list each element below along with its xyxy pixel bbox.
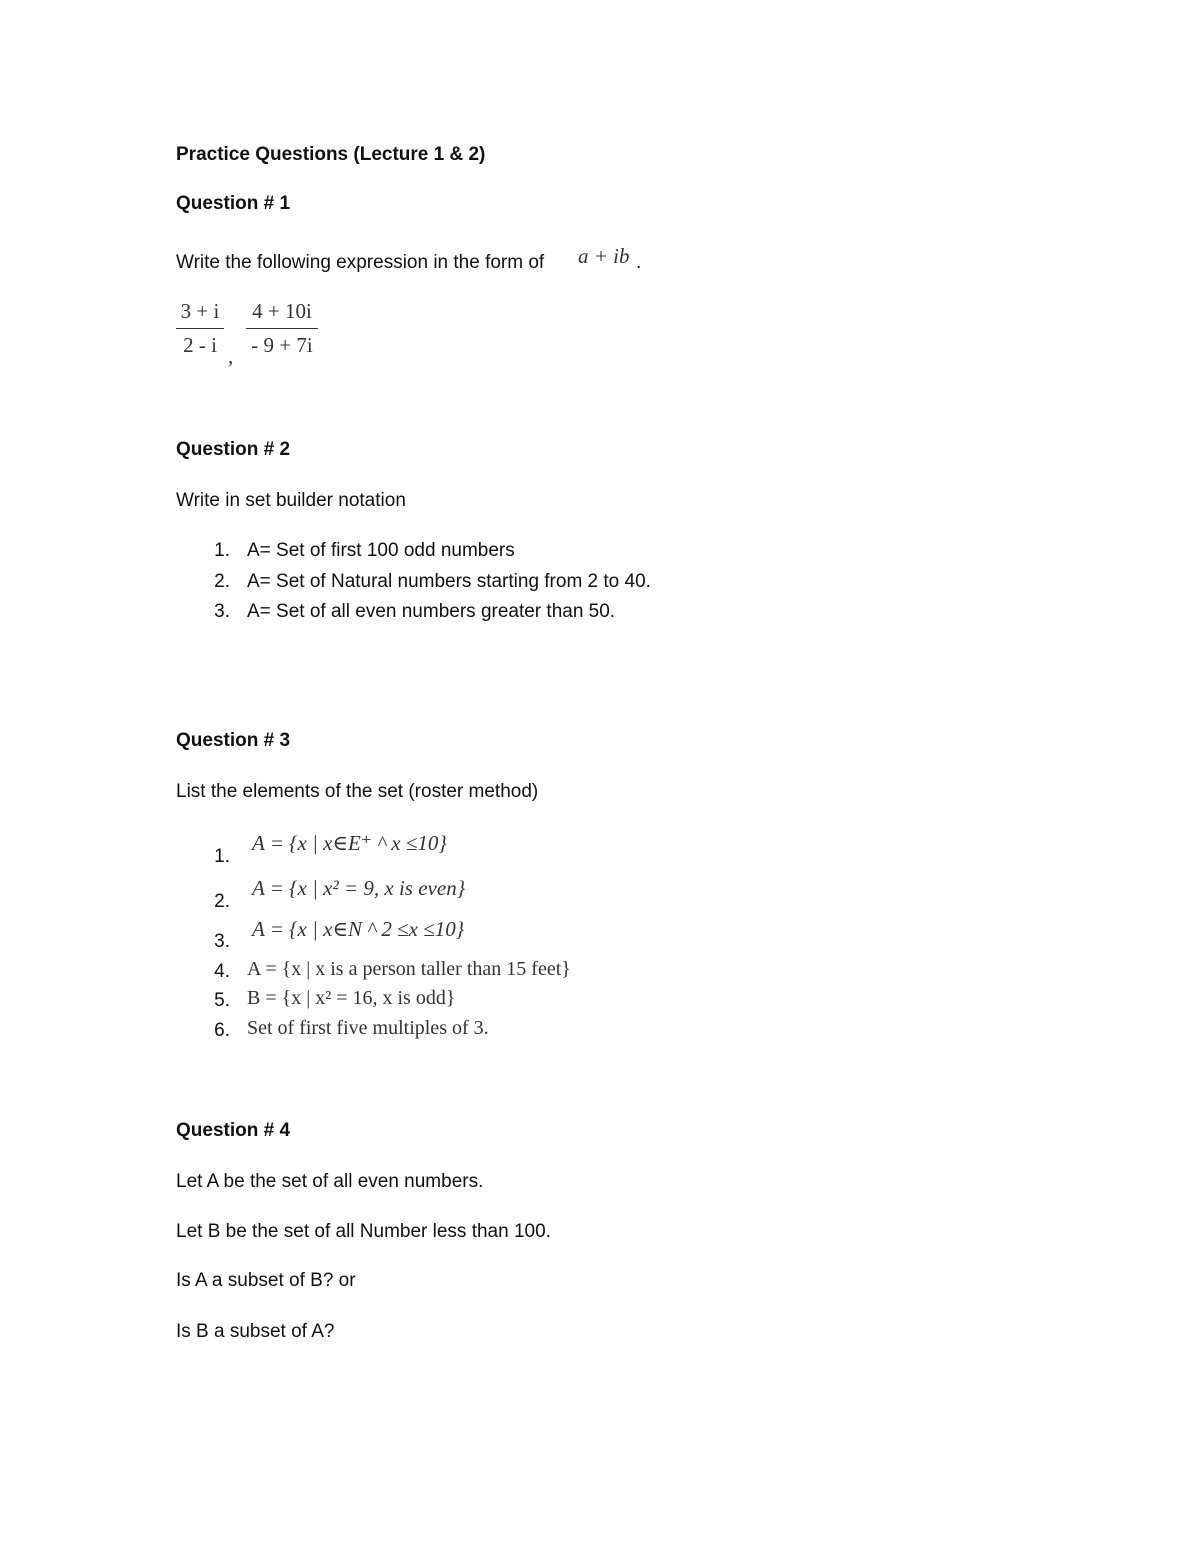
fraction-1-bar (176, 328, 224, 329)
q2-item-1-number: 1. (214, 540, 230, 561)
fraction-2-denominator: - 9 + 7i (251, 333, 313, 357)
q3-item-1-number: 1. (214, 846, 230, 867)
fraction-2 (246, 298, 318, 358)
q3-item-6-number: 6. (214, 1020, 230, 1041)
fraction-1 (176, 298, 224, 358)
q2-item-2-number: 2. (214, 571, 230, 592)
question-1-heading: Question # 1 (176, 193, 291, 214)
q3-item-4-number: 4. (214, 961, 230, 982)
question-4-line-1: Let A be the set of all even numbers. (176, 1171, 484, 1192)
question-3-heading: Question # 3 (176, 730, 291, 751)
q3-item-5-text: B = {x | x² = 16, x is odd} (247, 987, 456, 1009)
complex-form-period: . (636, 252, 642, 273)
fraction-separator: , (228, 344, 234, 368)
q3-item-6-text: Set of first five multiples of 3. (247, 1017, 489, 1039)
question-4-line-4: Is B a subset of A? (176, 1321, 335, 1342)
q3-item-2-number: 2. (214, 891, 230, 912)
fraction-2-numerator: 4 + 10i (252, 299, 312, 323)
q3-item-1-set: A = {x | x∈E⁺ ^ x ≤10} (252, 831, 447, 855)
q3-item-3-number: 3. (214, 931, 230, 952)
fraction-1-numerator: 3 + i (180, 299, 220, 323)
question-2-instruction: Write in set builder notation (176, 490, 406, 511)
q3-item-3-set: A = {x | x∈N ^ 2 ≤x ≤10} (252, 917, 465, 941)
q3-item-4-text: A = {x | x is a person taller than 15 feet} (247, 958, 571, 980)
q2-item-2-text: A= Set of Natural numbers starting from 2 to 40. (247, 571, 651, 592)
question-4-line-2: Let B be the set of all Number less than 100. (176, 1221, 551, 1242)
question-3-instruction: List the elements of the set (roster method) (176, 781, 539, 802)
question-2-heading: Question # 2 (176, 439, 291, 460)
page-title: Practice Questions (Lecture 1 & 2) (176, 144, 486, 165)
complex-form-expression: a + ib (578, 244, 630, 268)
question-4-heading: Question # 4 (176, 1120, 291, 1141)
fraction-2-bar (246, 328, 318, 329)
q3-item-2-set: A = {x | x² = 9, x is even} (252, 876, 466, 900)
q2-item-3-text: A= Set of all even numbers greater than 50. (247, 601, 616, 622)
question-1-instruction (176, 251, 544, 275)
q3-item-5-number: 5. (214, 990, 230, 1011)
q2-item-3-number: 3. (214, 601, 230, 622)
fraction-1-denominator: 2 - i (183, 333, 217, 357)
question-4-line-3: Is A a subset of B? or (176, 1270, 356, 1291)
q2-item-1-text: A= Set of first 100 odd numbers (247, 540, 515, 561)
question-1-instruction-text: Write the following expression in the form of (176, 252, 545, 273)
